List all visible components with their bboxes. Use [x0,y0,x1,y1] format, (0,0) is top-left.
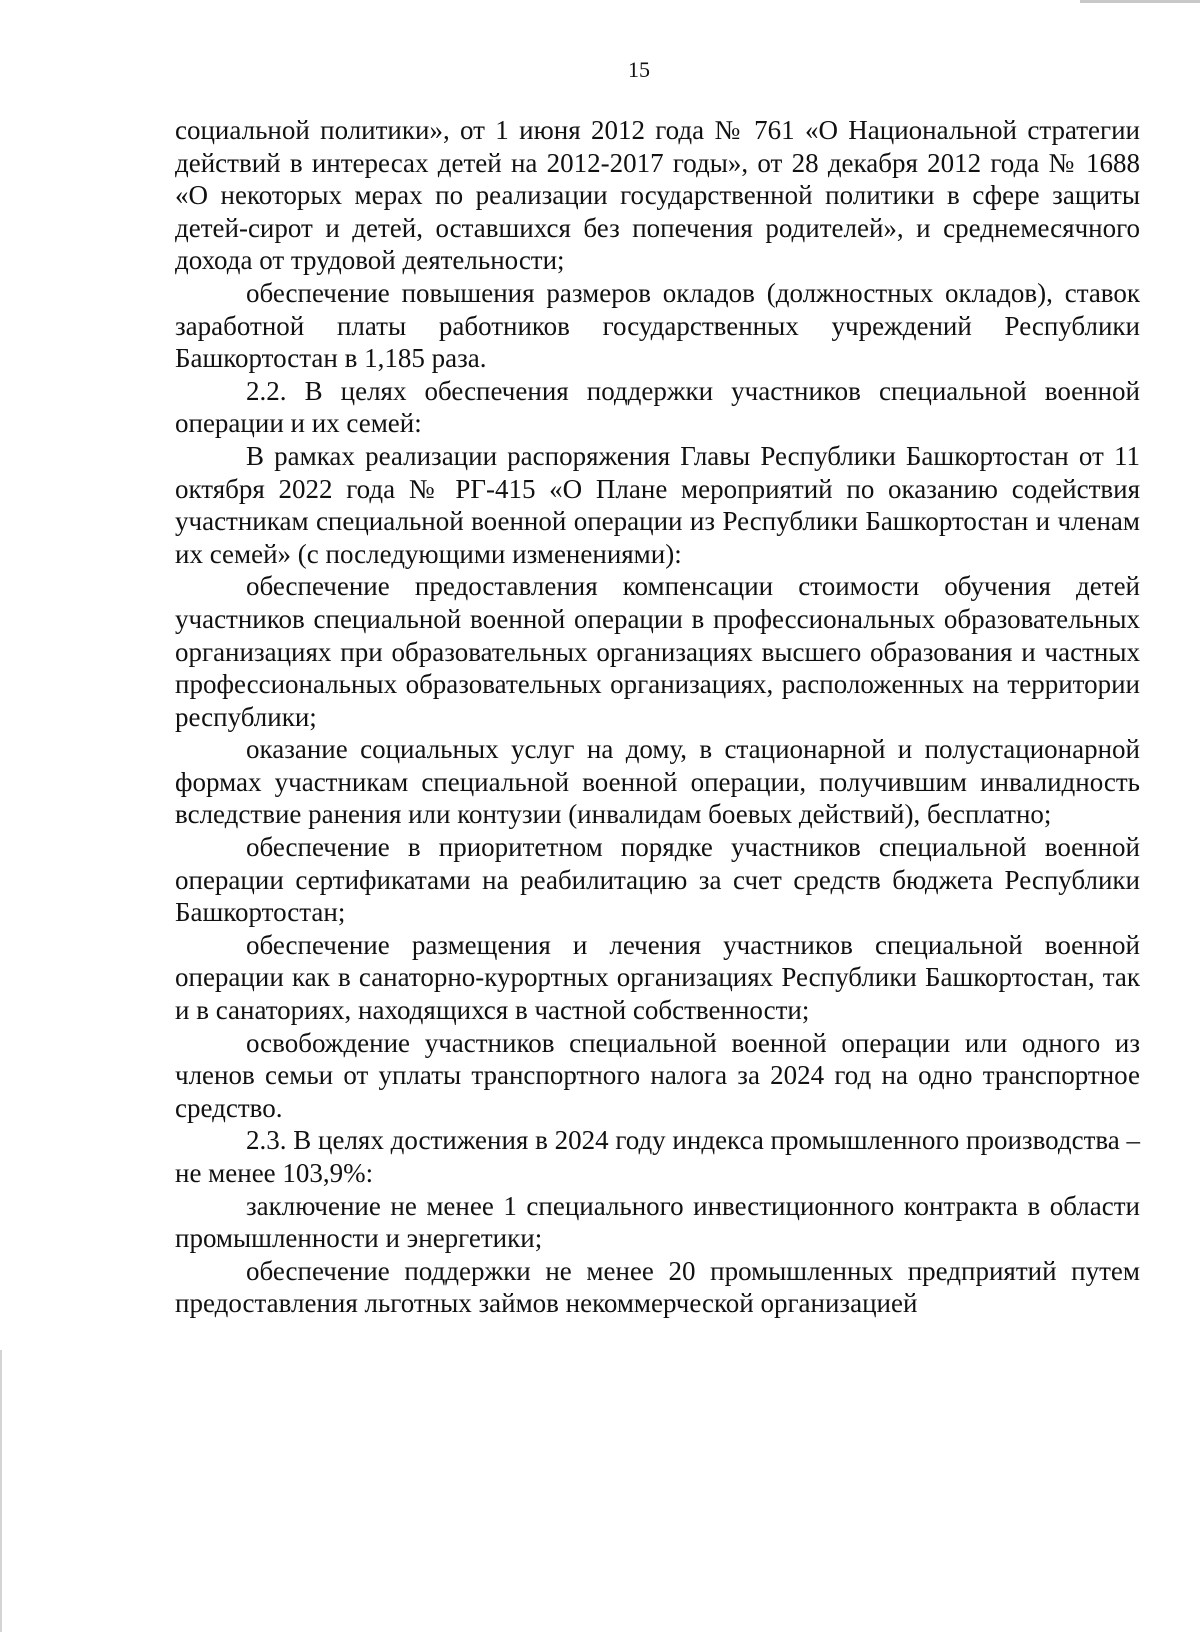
paragraph: обеспечение предоставления компенсации стоимости обучения детей участников специальной военной операции в профессиональных образовательных организациях при образовательных организациях высшего образования и частных профессиональных образовательных организациях, расположенных на территории республики; [175,571,1140,732]
paragraph: В рамках реализации распоряжения Главы Республики Башкортостан от 11 октября 2022 года № РГ-415 «О Плане мероприятий по оказанию содействия участникам специальной военной операции из Республики Башкортостан и членам их семей» (с последующими изменениями): [175,440,1140,569]
page-number: 15 [628,57,650,82]
paragraph: обеспечение поддержки не менее 20 промышленных предприятий путем предоставления льготных займов некоммерческой организацией [175,1255,1140,1319]
paragraph: 2.2. В целях обеспечения поддержки участников специальной военной операции и их семей: [175,375,1140,439]
paragraph: оказание социальных услуг на дому, в стационарной и полустационарной формах участникам специальной военной операции, получившим инвалидность вследствие ранения или контузии (инвалидам боевых действий), бесплатно; [175,734,1140,830]
paragraph: освобождение участников специальной военной операции или одного из членов семьи от уплаты транспортного налога за 2024 год на одно транспортное средство. [175,1027,1140,1123]
paragraph: обеспечение размещения и лечения участников специальной военной операции как в санаторно-курортных организациях Республики Башкортостан, так и в санаториях, находящихся в частной собственности; [175,929,1140,1026]
document-body [175,114,1140,1320]
paragraph: обеспечение в приоритетном порядке участников специальной военной операции сертификатами на реабилитацию за счет средств бюджета Республики Башкортостан; [175,832,1140,928]
paragraph: заключение не менее 1 специального инвестиционного контракта в области промышленности и энергетики; [175,1190,1140,1254]
paragraph: обеспечение повышения размеров окладов (должностных окладов), ставок заработной платы работников государственных учреждений Республики Башкортостан в 1,185 раза. [175,277,1140,374]
paragraph: 2.3. В целях достижения в 2024 году индекса промышленного производства – не менее 103,9%: [175,1125,1141,1188]
paragraph: социальной политики», от 1 июня 2012 года № 761 «О Национальной стратегии действий в интересах детей на 2012-2017 годы», от 28 декабря 2012 года № 1688 «О некоторых мерах по реализации государственной политики в сфере защиты детей-сирот и детей, оставшихся без попечения родителей», и среднемесячного дохода от трудовой деятельности; [175,115,1140,276]
scan-edge-mark [1080,0,1200,3]
scan-edge-mark [0,1350,2,1632]
